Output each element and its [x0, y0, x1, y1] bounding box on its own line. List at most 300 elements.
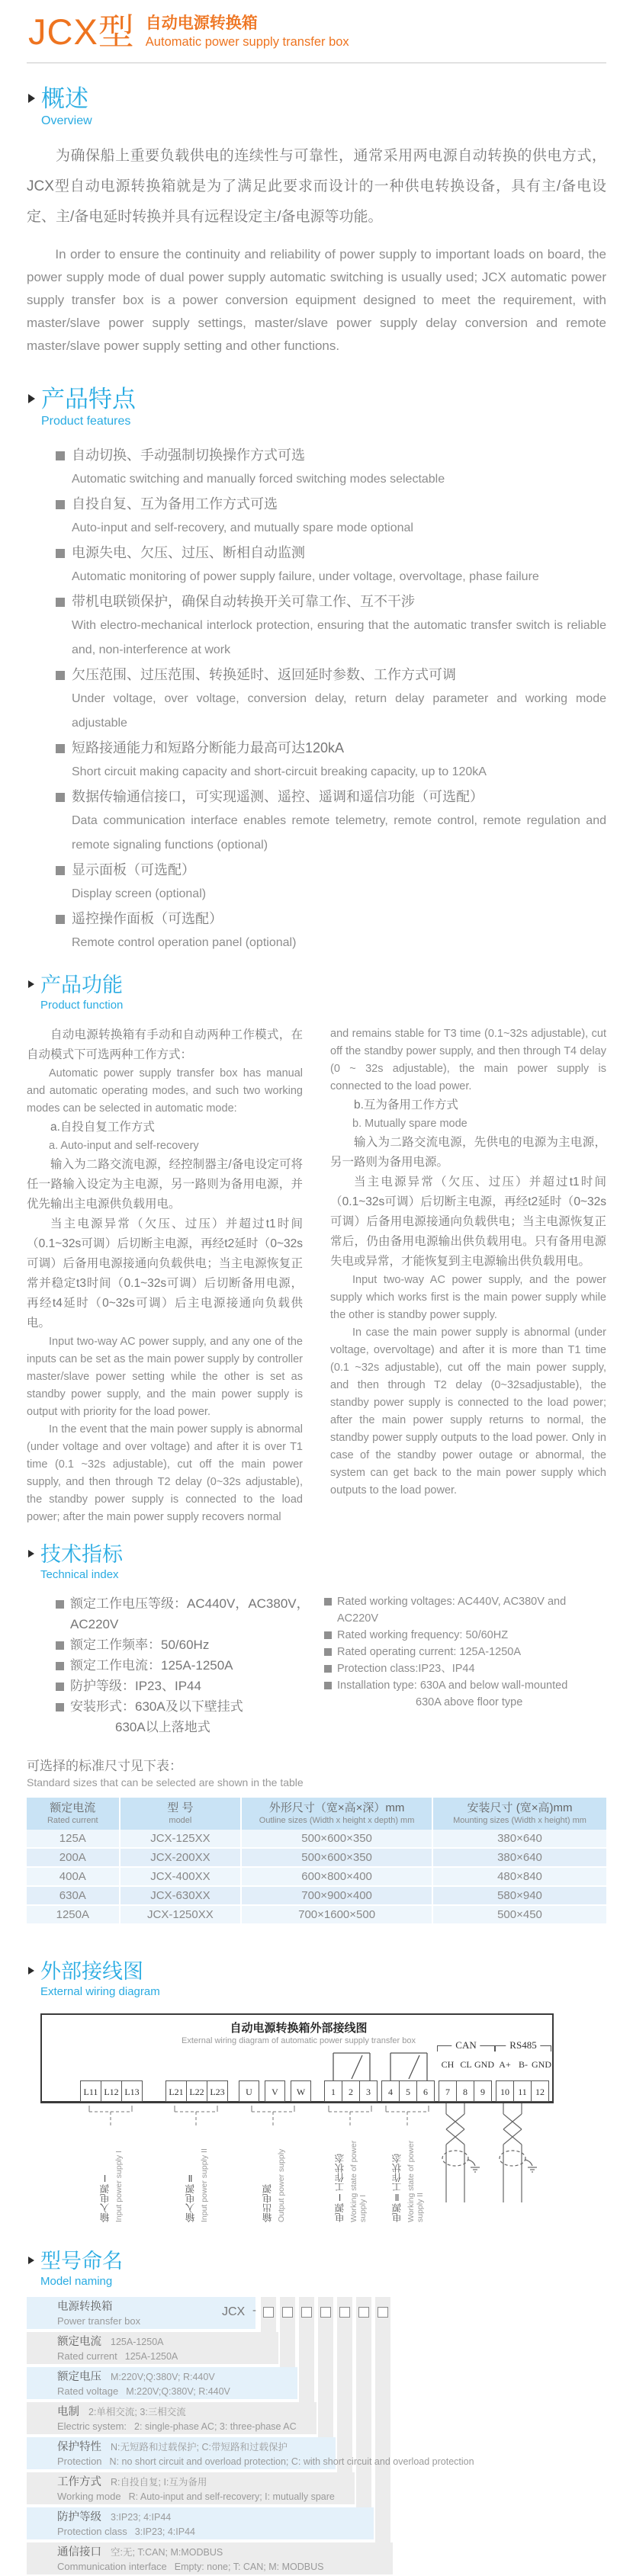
table-cell: JCX-200XX	[120, 1848, 242, 1867]
naming-hyphen: -	[252, 2304, 256, 2317]
technical-item	[56, 1593, 324, 1634]
rs485-bus-label: RS485	[506, 2039, 540, 2051]
feature-text-cn: 显示面板（可选配）	[72, 862, 195, 877]
technical-item-text: Rated operating current: 125A-1250A	[337, 1646, 522, 1658]
naming-label-cn: 保护特性	[57, 2441, 101, 2453]
table-cell: 700×1600×500	[241, 1905, 432, 1924]
feature-item	[56, 589, 606, 662]
bullet-square-icon	[56, 744, 65, 753]
section-naming-heading	[27, 2250, 606, 2291]
feature-item	[56, 858, 606, 906]
terminal-V: V	[265, 2080, 285, 2102]
naming-row-line-en	[57, 2350, 278, 2363]
features-heading-cn: 产品特点	[41, 386, 136, 412]
technical-item-text: Rated working voltages: AC440V, AC380V and AC220V	[337, 1596, 567, 1625]
bullet-square-icon	[56, 1683, 64, 1691]
table-cell: 500×450	[432, 1905, 606, 1924]
naming-desc-en: 2: single-phase AC; 3: three-phase AC	[134, 2421, 297, 2432]
group-label-en: Output power supply	[276, 2148, 286, 2222]
twisted-pair-icon	[490, 2103, 543, 2210]
terminal-9: 9	[474, 2080, 492, 2102]
terminal-7: 7	[439, 2080, 457, 2102]
naming-label-cn: 电源转换箱	[57, 2301, 113, 2313]
overview-paragraph-en: In order to ensure the continuity and reliability of power supply to important loads on board, the power supply mode of dual power supply automatic switching is usually used; JCX automatic power supply transfer box is a power conversion equipment designed to meet the requirement, with master/slave power supply settings, master/slave power supply delay conversion and remote master/slave power supply setting and other functions.	[27, 247, 606, 353]
table-cell: JCX-630XX	[120, 1886, 242, 1905]
naming-row	[27, 2402, 316, 2434]
naming-digit-box	[378, 2307, 388, 2318]
feature-line-cn	[56, 784, 606, 809]
feature-item	[56, 541, 606, 589]
feature-text-cn: 短路接通能力和短路分断能力最高可达120kA	[72, 740, 345, 755]
naming-label-en: Power transfer box	[57, 2315, 141, 2327]
group-label-cn: 输入电源Ⅱ	[185, 2173, 196, 2222]
terminal-5: 5	[399, 2080, 417, 2102]
naming-digit-box	[358, 2307, 369, 2318]
terminal-2: 2	[342, 2080, 360, 2102]
terminal-8: 8	[456, 2080, 474, 2102]
naming-desc-cn: 3:IP23; 4:IP44	[111, 2512, 172, 2523]
bullet-square-icon	[56, 1662, 64, 1670]
table-cell: 380×640	[432, 1848, 606, 1867]
feature-text-cn: 欠压范围、过压范围、转换延时、返回延时参数、工作方式可调	[72, 667, 456, 682]
technical-item-line2: 630A above floor type	[416, 1696, 523, 1708]
triangle-bullet-icon	[28, 1550, 34, 1557]
function-heading-text	[40, 974, 123, 1015]
sizes-header-en: Mounting sizes (Width x height) mm	[453, 1816, 586, 1825]
naming-desc-cn: 空:无; T:CAN; M:MODBUS	[111, 2547, 223, 2558]
naming-row-line-en	[57, 2455, 474, 2469]
technical-heading-cn: 技术指标	[40, 1543, 123, 1566]
table-row	[27, 1867, 606, 1886]
overview-heading-cn: 概述	[41, 85, 88, 112]
technical-item-text: 额定工作频率：50/60Hz	[70, 1638, 210, 1652]
technical-item-text: Rated working frequency: 50/60HZ	[337, 1629, 509, 1641]
bullet-square-icon	[56, 671, 65, 680]
naming-row-line-cn	[57, 2475, 355, 2490]
sizes-table-body	[27, 1830, 606, 1924]
table-row	[27, 1886, 606, 1905]
bullet-square-icon	[324, 1648, 332, 1656]
terminal-L21: L21	[165, 2080, 187, 2102]
section-overview-heading	[27, 86, 606, 130]
naming-label-en: Protection	[57, 2456, 102, 2467]
function-paragraph: In case the main power supply is abnormal (under voltage, overvoltage) and after it is more than T1 time (0.1 ~32s adjustable), cut off the main power supply, and then through T2 delay (0~32sadjustable), the standby power supply is connected to the load power; after the main power supply returns to normal, the standby power supply outputs to the load power. Only in case of the standby power outage or abnormal, the system can get back to the main power supply which outputs to the load power.	[330, 1326, 606, 1497]
naming-desc-cn: N:无短路和过载保护; C:带短路和过载保护	[111, 2442, 288, 2452]
sizes-header-en: Outline sizes (Width x height x depth) mm	[259, 1816, 415, 1825]
sizes-header-en: model	[169, 1816, 192, 1825]
rs485-bus-bracket	[495, 2039, 551, 2051]
naming-row	[27, 2297, 255, 2329]
terminal-group-label	[91, 2129, 130, 2222]
naming-label-en: Electric system:	[57, 2420, 127, 2432]
naming-row	[27, 2367, 297, 2399]
group-label-en: Working state of power supply II	[406, 2140, 425, 2222]
terminal-group-label	[253, 2129, 293, 2222]
triangle-bullet-icon	[28, 2257, 34, 2264]
function-paragraph: 当主电源异常（欠压、过压）并超过t1时间（0.1~32s可调）后切断主电源，再经t2延时（0~32s可调）后备用电源接通向负载供电；当主电源恢复正常并稳定t3时间（0.1~32s可调）后切断备用电源，再经t4延时（0~32s可调）后主电源接通向负载供电。	[27, 1217, 303, 1330]
function-paragraph: b.互为备用工作方式	[354, 1099, 458, 1112]
bullet-square-icon	[56, 1641, 64, 1650]
technical-item	[324, 1677, 606, 1694]
technical-item	[324, 1660, 606, 1677]
bullet-square-icon	[324, 1665, 332, 1673]
feature-text-cn: 自动切换、手动强制切换操作方式可选	[72, 448, 305, 463]
terminal-6: 6	[416, 2080, 435, 2102]
sizes-header-en: Rated current	[47, 1816, 98, 1825]
naming-digit-box	[320, 2307, 331, 2318]
naming-desc-cn: M:220V;Q:380V; R:440V	[111, 2372, 215, 2382]
feature-item	[56, 784, 606, 858]
technical-item	[56, 1676, 324, 1696]
feature-text-en: Automatic switching and manually forced switching modes selectable	[72, 473, 445, 486]
bullet-square-icon	[324, 1631, 332, 1639]
sizes-header-cn: 外形尺寸（宽×高×深）mm	[268, 1801, 405, 1814]
wiring-diagram-box	[40, 2013, 554, 2103]
feature-text-en: Display screen (optional)	[72, 887, 207, 900]
table-cell: 200A	[27, 1848, 120, 1867]
table-cell: JCX-400XX	[120, 1867, 242, 1886]
feature-line-cn	[56, 736, 606, 760]
naming-digit-box	[263, 2307, 274, 2318]
naming-desc-cn: 2:单相交流; 3:三相交流	[88, 2407, 186, 2417]
function-paragraph: Automatic power supply transfer box has manual and automatic operating modes, and such two working modes can be selected in automatic mode:	[27, 1067, 303, 1115]
product-name-en: Automatic power supply transfer box	[145, 35, 349, 49]
naming-heading-cn: 型号命名	[40, 2250, 123, 2273]
function-paragraph: 当主电源异常（欠压、过压）并超过t1时间（0.1~32s可调）后切断主电源，再经t2延时（0~32s可调）后备用电源接通向负载供电；当主电源恢复正常后，仍由备用电源输出供负载用电。只有备用电源失电或异常，才能恢复到主电源输出供负载用电。	[330, 1176, 606, 1268]
bullet-square-icon	[56, 549, 65, 558]
naming-desc-en: N: no short circuit and overload protection; C: with short circuit and overload protection	[109, 2456, 474, 2467]
function-paragraph: a. Auto-input and self-recovery	[49, 1140, 199, 1152]
group-label-en: Input power supply I	[114, 2151, 124, 2222]
naming-desc-en: 3:IP23; 4:IP44	[134, 2526, 195, 2537]
sizes-table-header	[27, 1798, 606, 1830]
table-row	[27, 1905, 606, 1924]
feature-text-cn: 带机电联锁保护，确保自动转换开关可靠工作、互不干涉	[72, 594, 415, 609]
pin-label-A+: A+	[499, 2059, 511, 2070]
feature-text-en: Under voltage, over voltage, conversion delay, return delay parameter and working mode adjustable	[72, 692, 606, 730]
naming-row-line-en	[57, 2560, 393, 2574]
function-column-left	[27, 1025, 303, 1526]
feature-line-cn	[56, 589, 606, 614]
technical-columns	[27, 1593, 606, 1737]
technical-list-en	[324, 1593, 606, 1737]
overview-heading-text	[41, 86, 92, 130]
table-cell: JCX-1250XX	[120, 1905, 242, 1924]
table-cell: 600×800×400	[241, 1867, 432, 1886]
technical-item	[56, 1634, 324, 1655]
terminal-L13: L13	[121, 2080, 143, 2102]
sizes-column-header	[120, 1798, 242, 1830]
technical-item-text: 防护等级：IP23、IP44	[70, 1679, 201, 1693]
feature-text-en: Short circuit making capacity and short-circuit breaking capacity, up to 120kA	[72, 765, 487, 778]
bullet-square-icon	[56, 793, 65, 802]
technical-item	[324, 1593, 606, 1627]
bullet-square-icon	[56, 1600, 64, 1609]
feature-text-cn: 数据传输通信接口，可实现遥测、遥控、遥调和遥信功能（可选配）	[72, 789, 484, 804]
feature-item	[56, 443, 606, 492]
brand-model: JCX型	[28, 11, 135, 52]
naming-row-line-en	[57, 2525, 374, 2539]
bullet-square-icon	[324, 1682, 332, 1689]
naming-digit-column	[375, 2297, 390, 2542]
terminal-group-label	[176, 2129, 216, 2222]
function-paragraph: 输入为二路交流电源，经控制器主/备电设定可将任一路输入设定为主电源，另一路则为备用电源，并优先输出主电源供负载用电。	[27, 1158, 303, 1211]
naming-row-line-cn	[57, 2334, 278, 2350]
feature-item	[56, 492, 606, 541]
naming-desc-cn: R:自投自复; I:互为备用	[111, 2477, 207, 2488]
terminal-group-label	[330, 2129, 370, 2222]
naming-desc-en: Empty: none; T: CAN; M: MODBUS	[174, 2562, 324, 2572]
bullet-square-icon	[56, 915, 65, 924]
terminal-group-label	[387, 2129, 427, 2222]
naming-heading-en: Model naming	[40, 2275, 113, 2288]
sizes-column-header	[432, 1798, 606, 1830]
naming-desc-en: R: Auto-input and self-recovery; I: mutually spare	[128, 2491, 335, 2502]
group-label-cn: 输入电源Ⅰ	[99, 2173, 111, 2222]
feature-line-cn	[56, 906, 606, 931]
triangle-bullet-icon	[28, 94, 35, 103]
sizes-header-cn: 安装尺寸 (宽×高)mm	[467, 1801, 573, 1814]
feature-line-cn	[56, 492, 606, 516]
naming-digit-column	[337, 2297, 352, 2472]
naming-label-en: Working mode	[57, 2491, 121, 2502]
naming-row-line-cn	[57, 2404, 316, 2420]
features-list	[27, 443, 606, 955]
product-name-cn: 自动电源转换箱	[145, 14, 258, 32]
feature-text-en: Data communication interface enables remote telemetry, remote control, remote regulation and remote signaling functions (optional)	[72, 814, 606, 852]
feature-line-cn	[56, 662, 606, 687]
naming-row	[27, 2437, 474, 2469]
sizes-note	[27, 1757, 606, 1790]
technical-item	[324, 1627, 606, 1644]
section-features-heading	[27, 387, 606, 431]
wiring-heading-cn: 外部接线图	[40, 1960, 143, 1983]
naming-digit-box	[282, 2307, 293, 2318]
feature-line-cn	[56, 443, 606, 467]
overview-paragraph-cn: 为确保船上重要负载供电的连续性与可靠性，通常采用两电源自动转换的供电方式，JCX型自动电源转换箱就是为了满足此要求而设计的一种供电转换设备，具有主/备电设定、主/备电延时转换并具有远程设定主/备电源等功能。	[27, 148, 606, 225]
sizes-note-en: Standard sizes that can be selected are shown in the table	[27, 1776, 304, 1788]
sizes-header-cn: 型 号	[167, 1801, 194, 1814]
naming-row	[27, 2542, 393, 2574]
sizes-table	[27, 1798, 606, 1925]
group-bracket-icon	[384, 2106, 430, 2128]
naming-digit-column	[356, 2297, 371, 2507]
terminal-11: 11	[513, 2080, 532, 2102]
terminal-L11: L11	[80, 2080, 101, 2102]
function-heading-en: Product function	[40, 999, 124, 1012]
section-wiring-heading	[27, 1960, 606, 2001]
pin-label-GND: GND	[532, 2059, 551, 2070]
terminal-4: 4	[381, 2080, 400, 2102]
technical-item-text: Protection class:IP23、IP44	[337, 1663, 475, 1675]
naming-desc-en: M:220V;Q:380V; R:440V	[126, 2386, 230, 2397]
sizes-note-cn: 可选择的标准尺寸见下表：	[27, 1759, 182, 1773]
terminal-12: 12	[531, 2080, 549, 2102]
table-cell: JCX-125XX	[120, 1830, 242, 1848]
group-bracket-icon	[173, 2106, 219, 2128]
switch-contact-icon	[324, 2048, 381, 2080]
technical-heading-en: Technical index	[40, 1568, 119, 1581]
technical-item-text: 安装形式：630A及以下壁挂式	[70, 1699, 243, 1714]
naming-row	[27, 2472, 355, 2504]
model-naming-chart	[27, 2297, 606, 2576]
sizes-column-header	[27, 1798, 120, 1830]
section-technical-heading	[27, 1543, 606, 1584]
table-cell: 400A	[27, 1867, 120, 1886]
feature-text-en: Automatic monitoring of power supply failure, under voltage, overvoltage, phase failure	[72, 570, 539, 583]
bullet-square-icon	[56, 598, 65, 607]
feature-item	[56, 662, 606, 736]
naming-label-en: Protection class	[57, 2526, 127, 2537]
naming-label-cn: 电制	[57, 2406, 79, 2418]
function-paragraph: In the event that the main power supply is abnormal (under voltage and over voltage) and after it is over T1 time (0.1 ~32s adjustable), cut off the main power supply, and then through T2 delay (0~32s adjustable), the standby power supply is connected to the load power; after the main power supply recovers normal	[27, 1423, 303, 1523]
naming-row	[27, 2332, 278, 2364]
bullet-square-icon	[56, 866, 65, 875]
naming-label-en: Rated voltage	[57, 2385, 119, 2397]
feature-line-cn	[56, 541, 606, 565]
technical-item-text: Installation type: 630A and below wall-mounted	[337, 1679, 568, 1692]
group-label-cn: 输出电源	[262, 2184, 273, 2222]
naming-label-cn: 额定电压	[57, 2371, 101, 2383]
overview-heading-en: Overview	[41, 114, 92, 127]
naming-digit-box	[339, 2307, 350, 2318]
feature-text-cn: 电源失电、欠压、过压、断相自动监测	[72, 545, 305, 560]
brand-header	[27, 9, 606, 53]
table-cell: 500×600×350	[241, 1830, 432, 1848]
function-paragraph: a.自投自复工作方式	[50, 1121, 155, 1134]
terminal-U: U	[239, 2080, 259, 2102]
function-columns	[27, 1025, 606, 1526]
technical-item-line2: 630A以上落地式	[115, 1720, 210, 1734]
wiring-diagram-title-en: External wiring diagram of automatic power supply transfer box	[182, 2036, 416, 2045]
bullet-square-icon	[56, 1703, 64, 1711]
table-cell: 580×940	[432, 1886, 606, 1905]
table-cell: 380×640	[432, 1830, 606, 1848]
sizes-header-cn: 额定电流	[50, 1801, 96, 1814]
naming-label-cn: 防护等级	[57, 2511, 101, 2523]
function-column-right	[330, 1025, 606, 1526]
triangle-bullet-icon	[28, 1967, 34, 1975]
technical-item-text: 额定工作电压等级：AC440V，AC380V，AC220V	[70, 1596, 310, 1631]
naming-label-cn: 工作方式	[57, 2476, 101, 2488]
table-cell: 500×600×350	[241, 1848, 432, 1867]
naming-label-en: Rated current	[57, 2350, 117, 2362]
feature-item	[56, 736, 606, 784]
can-bus-label: CAN	[451, 2039, 480, 2051]
section-function-heading	[27, 974, 606, 1015]
group-bracket-icon	[327, 2106, 373, 2128]
triangle-bullet-icon	[28, 980, 34, 988]
features-heading-text	[41, 387, 136, 431]
features-heading-en: Product features	[41, 415, 131, 428]
table-row	[27, 1830, 606, 1848]
triangle-bullet-icon	[28, 394, 35, 403]
table-row	[27, 1848, 606, 1867]
naming-row-line-cn	[57, 2440, 336, 2455]
terminal-L12: L12	[101, 2080, 122, 2102]
wiring-heading-en: External wiring diagram	[40, 1985, 160, 1998]
function-paragraph: 输入为二路交流电源，先供电的电源为主电源，另一路则为备用电源。	[330, 1136, 606, 1169]
function-heading-cn: 产品功能	[40, 974, 123, 996]
wiring-diagram-title-cn: 自动电源转换箱外部接线图	[230, 2023, 368, 2035]
group-bracket-icon	[250, 2106, 296, 2128]
bullet-square-icon	[56, 451, 65, 460]
terminal-L23: L23	[207, 2080, 228, 2102]
naming-desc-en: 125A-1250A	[124, 2351, 178, 2362]
terminal-W: W	[291, 2080, 311, 2102]
group-label-en: Working state of power supply I	[349, 2140, 368, 2222]
naming-row-line-cn	[57, 2510, 374, 2525]
feature-line-cn	[56, 858, 606, 882]
naming-row-line-cn	[57, 2369, 297, 2385]
bullet-square-icon	[324, 1598, 332, 1606]
terminal-10: 10	[496, 2080, 514, 2102]
table-cell: 1250A	[27, 1905, 120, 1924]
technical-item	[56, 1655, 324, 1676]
naming-desc-cn: 125A-1250A	[111, 2337, 164, 2347]
brand-subtitle	[146, 11, 349, 50]
technical-item	[56, 1696, 324, 1717]
technical-list-cn	[27, 1593, 324, 1737]
naming-label-cn: 额定电流	[57, 2336, 101, 2348]
sizes-column-header	[241, 1798, 432, 1830]
table-cell: 125A	[27, 1830, 120, 1848]
technical-item	[324, 1644, 606, 1660]
function-paragraph: b. Mutually spare mode	[352, 1118, 468, 1130]
naming-row-line-cn	[57, 2545, 393, 2560]
twisted-pair-icon	[432, 2103, 486, 2210]
naming-row-line-en	[57, 2490, 355, 2504]
function-paragraph: and remains stable for T3 time (0.1~32s adjustable), cut off the standby power supply, and then through T4 delay (0 ~ 32s adjustable), the main power supply is connected to the load power.	[330, 1028, 606, 1092]
naming-row	[27, 2507, 374, 2539]
naming-heading-text	[40, 2250, 123, 2291]
naming-label-cn: 通信接口	[57, 2546, 101, 2558]
feature-text-cn: 遥控操作面板（可选配）	[72, 911, 223, 926]
function-paragraph: Input two-way AC power supply, and the power supply which works first is the main power supply while the other is standby power supply.	[330, 1274, 606, 1321]
can-bus-bracket	[437, 2039, 495, 2051]
technical-item-text: 额定工作电流：125A-1250A	[70, 1658, 233, 1673]
wiring-heading-text	[40, 1960, 160, 2001]
feature-item	[56, 906, 606, 955]
technical-heading-text	[40, 1543, 123, 1584]
function-paragraph: Input two-way AC power supply, and any one of the inputs can be set as the main power supply by controller master/slave power setting while the other is set as standby power supply, and the main power supply is output with priority for the load power.	[27, 1336, 303, 1418]
wiring-diagram	[27, 2013, 606, 2228]
naming-label-en: Communication interface	[57, 2561, 167, 2572]
group-bracket-icon	[88, 2106, 133, 2128]
terminal-L22: L22	[186, 2080, 207, 2102]
feature-text-en: Remote control operation panel (optional)	[72, 936, 297, 949]
group-label-en: Input power supply II	[199, 2148, 209, 2222]
function-paragraph: 自动电源转换箱有手动和自动两种工作模式，在自动模式下可选两种工作方式：	[27, 1028, 303, 1061]
naming-row-line-en	[57, 2420, 316, 2433]
pin-label-GND: GND	[474, 2059, 494, 2070]
feature-text-cn: 自投自复、互为备用工作方式可选	[72, 496, 278, 512]
table-cell: 630A	[27, 1886, 120, 1905]
naming-digit-box	[301, 2307, 312, 2318]
naming-prefix: JCX	[222, 2305, 246, 2318]
naming-row-line-en	[57, 2385, 297, 2398]
table-cell: 700×900×400	[241, 1886, 432, 1905]
switch-contact-icon	[381, 2048, 438, 2080]
pin-label-B-: B-	[519, 2059, 528, 2070]
table-cell: 480×840	[432, 1867, 606, 1886]
group-label-cn: 电源Ⅰ工作状态	[334, 2154, 345, 2222]
naming-digit-column	[318, 2297, 333, 2437]
feature-text-en: With electro-mechanical interlock protection, ensuring that the automatic transfer switch is reliable and, non-interference at work	[72, 619, 606, 656]
pin-label-CH: CH	[441, 2059, 455, 2070]
pin-label-CL: CL	[460, 2059, 472, 2070]
group-label-cn: 电源Ⅱ工作状态	[391, 2154, 403, 2222]
